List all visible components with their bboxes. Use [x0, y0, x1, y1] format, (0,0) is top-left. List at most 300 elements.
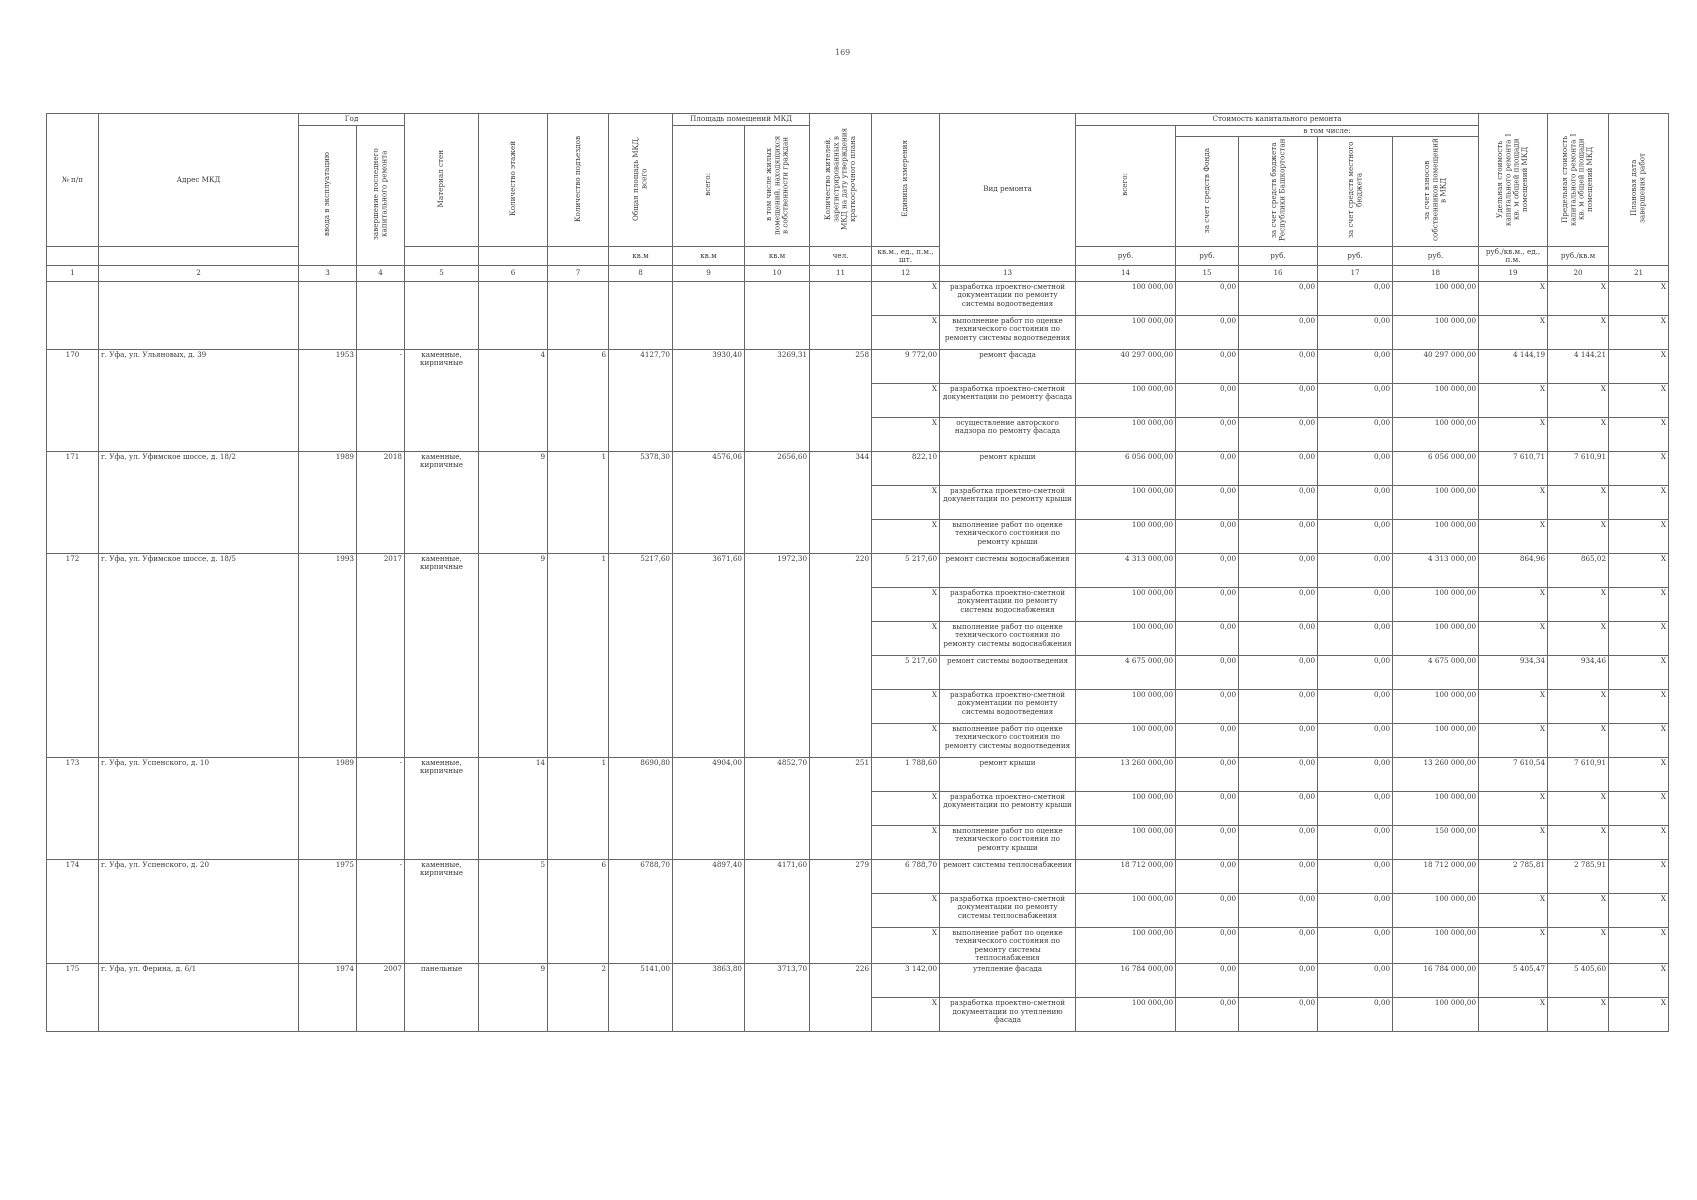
- header-cost-republic: за счет средств бюджета Республики Башкортостан: [1268, 139, 1287, 242]
- repair-type-cell: выполнение работ по оценке технического состояния по ремонту крыши: [940, 826, 1076, 860]
- specific-cost-cell: X: [1479, 894, 1548, 928]
- premises-residential-cell: 3713,70: [745, 964, 810, 1032]
- entrances-cell: 2: [548, 964, 609, 1032]
- column-number-row: [47, 266, 1669, 282]
- repair-type-cell: выполнение работ по оценке технического состояния по ремонту крыши: [940, 520, 1076, 554]
- cost-owners-cell: 100 000,00: [1393, 724, 1479, 758]
- cost-owners-cell: 100 000,00: [1393, 928, 1479, 964]
- residents-cell: 258: [810, 350, 872, 452]
- limit-cost-cell: X: [1548, 282, 1609, 316]
- cost-fund-cell: 0,00: [1176, 588, 1239, 622]
- entrances-cell: [548, 282, 609, 350]
- unit-cell: X: [872, 520, 940, 554]
- cost-owners-cell: 100 000,00: [1393, 486, 1479, 520]
- repair-type-cell: осуществление авторского надзора по ремонту фасада: [940, 418, 1076, 452]
- repair-type-cell: выполнение работ по оценке технического состояния по ремонту системы водоотведения: [940, 316, 1076, 350]
- wall-material-cell: панельные: [405, 964, 479, 1032]
- premises-total-cell: 3863,80: [673, 964, 745, 1032]
- cost-republic-cell: 0,00: [1239, 758, 1318, 792]
- column-number: 17: [1318, 266, 1393, 282]
- unit-cell: 5 217,60: [872, 554, 940, 588]
- floors-cell: 9: [479, 452, 548, 554]
- table-row: [47, 964, 1669, 998]
- wall-material-cell: каменные, кирпичные: [405, 860, 479, 964]
- cost-local-cell: 0,00: [1318, 486, 1393, 520]
- cost-republic-cell: 0,00: [1239, 998, 1318, 1032]
- table-row: [47, 860, 1669, 894]
- header-year-group: Год: [299, 114, 405, 126]
- cost-republic-cell: 0,00: [1239, 554, 1318, 588]
- column-number: 6: [479, 266, 548, 282]
- unit-cell: 5 217,60: [872, 656, 940, 690]
- year-last-repair-cell: -: [357, 758, 405, 860]
- table-header: [47, 114, 1669, 266]
- cost-owners-cell: 18 712 000,00: [1393, 860, 1479, 894]
- cost-total-cell: 100 000,00: [1076, 690, 1176, 724]
- unit-cell: X: [872, 998, 940, 1032]
- unit-cell: X: [872, 418, 940, 452]
- planned-date-cell: X: [1609, 998, 1669, 1032]
- residents-cell: 220: [810, 554, 872, 758]
- header-cost-group: Стоимость капитального ремонта: [1076, 114, 1479, 126]
- limit-cost-cell: X: [1548, 384, 1609, 418]
- wall-material-cell: каменные, кирпичные: [405, 350, 479, 452]
- cost-fund-cell: 0,00: [1176, 998, 1239, 1032]
- column-number: 15: [1176, 266, 1239, 282]
- cost-owners-cell: 100 000,00: [1393, 520, 1479, 554]
- premises-total-cell: 3671,60: [673, 554, 745, 758]
- year-commissioning-cell: 1993: [299, 554, 357, 758]
- cost-owners-cell: 150 000,00: [1393, 826, 1479, 860]
- cost-republic-cell: 0,00: [1239, 860, 1318, 894]
- cost-total-cell: 4 313 000,00: [1076, 554, 1176, 588]
- floors-cell: 5: [479, 860, 548, 964]
- wall-material-cell: каменные, кирпичные: [405, 554, 479, 758]
- residents-cell: 226: [810, 964, 872, 1032]
- premises-residential-cell: 3269,31: [745, 350, 810, 452]
- table-row: [47, 758, 1669, 792]
- cost-total-cell: 100 000,00: [1076, 316, 1176, 350]
- unit-cell: X: [872, 792, 940, 826]
- year-commissioning-cell: 1989: [299, 452, 357, 554]
- specific-cost-cell: 5 405,47: [1479, 964, 1548, 998]
- unit-cost-owners: руб.: [1393, 246, 1479, 266]
- unit-area: кв.м: [609, 246, 673, 266]
- row-number: 175: [47, 964, 99, 1032]
- cost-local-cell: 0,00: [1318, 282, 1393, 316]
- cost-total-cell: 100 000,00: [1076, 588, 1176, 622]
- cost-fund-cell: 0,00: [1176, 418, 1239, 452]
- column-number: 20: [1548, 266, 1609, 282]
- year-commissioning-cell: 1953: [299, 350, 357, 452]
- cost-local-cell: 0,00: [1318, 316, 1393, 350]
- repair-type-cell: разработка проектно-сметной документации по ремонту системы теплоснабжения: [940, 894, 1076, 928]
- unit-persons: чел.: [810, 246, 872, 266]
- floors-cell: 9: [479, 964, 548, 1032]
- limit-cost-cell: X: [1548, 588, 1609, 622]
- unit-cell: X: [872, 486, 940, 520]
- entrances-cell: 6: [548, 860, 609, 964]
- cost-local-cell: 0,00: [1318, 860, 1393, 894]
- cost-republic-cell: 0,00: [1239, 350, 1318, 384]
- column-number: 2: [99, 266, 299, 282]
- specific-cost-cell: X: [1479, 282, 1548, 316]
- planned-date-cell: X: [1609, 860, 1669, 894]
- address-cell: г. Уфа, ул. Успенского, д. 10: [99, 758, 299, 860]
- cost-local-cell: 0,00: [1318, 622, 1393, 656]
- planned-date-cell: X: [1609, 724, 1669, 758]
- cost-fund-cell: 0,00: [1176, 452, 1239, 486]
- limit-cost-cell: X: [1548, 724, 1609, 758]
- cost-local-cell: 0,00: [1318, 656, 1393, 690]
- residents-cell: 344: [810, 452, 872, 554]
- planned-date-cell: X: [1609, 792, 1669, 826]
- cost-total-cell: 100 000,00: [1076, 384, 1176, 418]
- floors-cell: 14: [479, 758, 548, 860]
- limit-cost-cell: X: [1548, 826, 1609, 860]
- cost-republic-cell: 0,00: [1239, 588, 1318, 622]
- header-cost-fund: за счет средств Фонда: [1201, 147, 1211, 233]
- cost-republic-cell: 0,00: [1239, 690, 1318, 724]
- cost-local-cell: 0,00: [1318, 384, 1393, 418]
- unit-cell: 9 772,00: [872, 350, 940, 384]
- premises-total-cell: 4897,40: [673, 860, 745, 964]
- limit-cost-cell: X: [1548, 792, 1609, 826]
- column-number: 11: [810, 266, 872, 282]
- cost-total-cell: 18 712 000,00: [1076, 860, 1176, 894]
- cost-local-cell: 0,00: [1318, 928, 1393, 964]
- cost-total-cell: 100 000,00: [1076, 282, 1176, 316]
- column-number: 19: [1479, 266, 1548, 282]
- row-number: 170: [47, 350, 99, 452]
- cost-total-cell: 100 000,00: [1076, 792, 1176, 826]
- row-number: 174: [47, 860, 99, 964]
- specific-cost-cell: X: [1479, 418, 1548, 452]
- cost-fund-cell: 0,00: [1176, 826, 1239, 860]
- year-last-repair-cell: 2018: [357, 452, 405, 554]
- cost-republic-cell: 0,00: [1239, 520, 1318, 554]
- cost-local-cell: 0,00: [1318, 998, 1393, 1032]
- cost-total-cell: 6 056 000,00: [1076, 452, 1176, 486]
- repair-type-cell: ремонт крыши: [940, 758, 1076, 792]
- specific-cost-cell: X: [1479, 826, 1548, 860]
- unit-cell: 6 788,70: [872, 860, 940, 894]
- cost-republic-cell: 0,00: [1239, 964, 1318, 998]
- premises-residential-cell: 2656,60: [745, 452, 810, 554]
- planned-date-cell: X: [1609, 622, 1669, 656]
- planned-date-cell: X: [1609, 520, 1669, 554]
- specific-cost-cell: 4 144,19: [1479, 350, 1548, 384]
- column-number: 7: [548, 266, 609, 282]
- premises-residential-cell: 1972,30: [745, 554, 810, 758]
- cost-local-cell: 0,00: [1318, 690, 1393, 724]
- total-area-cell: [609, 282, 673, 350]
- cost-fund-cell: 0,00: [1176, 724, 1239, 758]
- cost-owners-cell: 100 000,00: [1393, 418, 1479, 452]
- row-number: 172: [47, 554, 99, 758]
- cost-total-cell: 100 000,00: [1076, 622, 1176, 656]
- cost-total-cell: 100 000,00: [1076, 894, 1176, 928]
- unit-cost-total: руб.: [1076, 246, 1176, 266]
- header-incl: в том числе:: [1176, 126, 1479, 137]
- cost-fund-cell: 0,00: [1176, 282, 1239, 316]
- cost-republic-cell: 0,00: [1239, 384, 1318, 418]
- unit-cell: X: [872, 622, 940, 656]
- cost-republic-cell: 0,00: [1239, 486, 1318, 520]
- repair-type-cell: ремонт системы теплоснабжения: [940, 860, 1076, 894]
- table-row: [47, 554, 1669, 588]
- specific-cost-cell: X: [1479, 588, 1548, 622]
- repair-type-cell: ремонт фасада: [940, 350, 1076, 384]
- repair-type-cell: разработка проектно-сметной документации по ремонту крыши: [940, 792, 1076, 826]
- planned-date-cell: X: [1609, 690, 1669, 724]
- column-number: 8: [609, 266, 673, 282]
- total-area-cell: 5378,30: [609, 452, 673, 554]
- cost-owners-cell: 6 056 000,00: [1393, 452, 1479, 486]
- residents-cell: 279: [810, 860, 872, 964]
- cost-local-cell: 0,00: [1318, 826, 1393, 860]
- cost-total-cell: 40 297 000,00: [1076, 350, 1176, 384]
- cost-fund-cell: 0,00: [1176, 894, 1239, 928]
- cost-owners-cell: 100 000,00: [1393, 588, 1479, 622]
- cost-owners-cell: 100 000,00: [1393, 282, 1479, 316]
- planned-date-cell: X: [1609, 656, 1669, 690]
- planned-date-cell: X: [1609, 384, 1669, 418]
- cost-total-cell: 100 000,00: [1076, 724, 1176, 758]
- header-repair-type: Вид ремонта: [940, 114, 1076, 266]
- header-total-area: Общая площадь МКД, всего: [631, 136, 649, 221]
- repair-type-cell: разработка проектно-сметной документации по ремонту системы водоотведения: [940, 690, 1076, 724]
- repair-type-cell: выполнение работ по оценке технического состояния по ремонту системы водоотведения: [940, 724, 1076, 758]
- repair-type-cell: ремонт системы водоснабжения: [940, 554, 1076, 588]
- cost-local-cell: 0,00: [1318, 792, 1393, 826]
- cost-owners-cell: 100 000,00: [1393, 384, 1479, 418]
- unit-premises-total: кв.м: [673, 246, 745, 266]
- repair-type-cell: ремонт системы водоотведения: [940, 656, 1076, 690]
- unit-blank: [479, 246, 548, 266]
- planned-date-cell: X: [1609, 758, 1669, 792]
- limit-cost-cell: 7 610,91: [1548, 452, 1609, 486]
- residents-cell: [810, 282, 872, 350]
- unit-cell: 1 788,60: [872, 758, 940, 792]
- cost-local-cell: 0,00: [1318, 758, 1393, 792]
- specific-cost-cell: X: [1479, 622, 1548, 656]
- unit-measure: кв.м., ед., п.м., шт.: [872, 246, 940, 266]
- cost-republic-cell: 0,00: [1239, 656, 1318, 690]
- cost-fund-cell: 0,00: [1176, 860, 1239, 894]
- cost-fund-cell: 0,00: [1176, 964, 1239, 998]
- cost-local-cell: 0,00: [1318, 554, 1393, 588]
- header-cost-owners: за счет взносов собственников помещений в МКД: [1422, 138, 1448, 242]
- unit-cell: 3 142,00: [872, 964, 940, 998]
- year-last-repair-cell: -: [357, 350, 405, 452]
- cost-republic-cell: 0,00: [1239, 724, 1318, 758]
- cost-owners-cell: 100 000,00: [1393, 792, 1479, 826]
- header-address: Адрес МКД: [99, 114, 299, 247]
- repair-plan-table: [46, 113, 1669, 1032]
- year-commissioning-cell: 1989: [299, 758, 357, 860]
- cost-total-cell: 13 260 000,00: [1076, 758, 1176, 792]
- planned-date-cell: X: [1609, 894, 1669, 928]
- premises-total-cell: 4576,06: [673, 452, 745, 554]
- repair-type-cell: выполнение работ по оценке технического состояния по ремонту системы теплоснабжения: [940, 928, 1076, 964]
- cost-owners-cell: 16 784 000,00: [1393, 964, 1479, 998]
- table-body: [47, 282, 1669, 1032]
- cost-total-cell: 4 675 000,00: [1076, 656, 1176, 690]
- specific-cost-cell: 2 785,81: [1479, 860, 1548, 894]
- header-wall-material: Материал стен: [436, 149, 446, 208]
- premises-total-cell: 3930,40: [673, 350, 745, 452]
- table-row: [47, 452, 1669, 486]
- cost-local-cell: 0,00: [1318, 350, 1393, 384]
- floors-cell: 9: [479, 554, 548, 758]
- specific-cost-cell: X: [1479, 724, 1548, 758]
- cost-owners-cell: 100 000,00: [1393, 690, 1479, 724]
- cost-fund-cell: 0,00: [1176, 656, 1239, 690]
- address-cell: [99, 282, 299, 350]
- limit-cost-cell: X: [1548, 690, 1609, 724]
- column-number: 10: [745, 266, 810, 282]
- column-number: 4: [357, 266, 405, 282]
- column-number: 3: [299, 266, 357, 282]
- repair-type-cell: разработка проектно-сметной документации по ремонту фасада: [940, 384, 1076, 418]
- column-number: 18: [1393, 266, 1479, 282]
- limit-cost-cell: X: [1548, 928, 1609, 964]
- address-cell: г. Уфа, ул. Уфимское шоссе, д. 18/2: [99, 452, 299, 554]
- cost-local-cell: 0,00: [1318, 964, 1393, 998]
- unit-blank: [47, 246, 99, 266]
- limit-cost-cell: 865,02: [1548, 554, 1609, 588]
- unit-cell: X: [872, 384, 940, 418]
- specific-cost-cell: X: [1479, 384, 1548, 418]
- wall-material-cell: каменные, кирпичные: [405, 758, 479, 860]
- unit-cell: X: [872, 928, 940, 964]
- unit-cell: X: [872, 588, 940, 622]
- address-cell: г. Уфа, ул. Ферина, д. 6/1: [99, 964, 299, 1032]
- year-commissioning-cell: 1975: [299, 860, 357, 964]
- header-floors: Количество этажей: [507, 141, 517, 217]
- repair-type-cell: ремонт крыши: [940, 452, 1076, 486]
- entrances-cell: 1: [548, 452, 609, 554]
- cost-owners-cell: 100 000,00: [1393, 894, 1479, 928]
- repair-type-cell: разработка проектно-сметной документации по ремонту системы водоотведения: [940, 282, 1076, 316]
- cost-owners-cell: 100 000,00: [1393, 622, 1479, 656]
- row-number: 171: [47, 452, 99, 554]
- unit-cost-republic: руб.: [1239, 246, 1318, 266]
- cost-total-cell: 100 000,00: [1076, 826, 1176, 860]
- unit-cell: X: [872, 282, 940, 316]
- cost-owners-cell: 100 000,00: [1393, 998, 1479, 1032]
- cost-republic-cell: 0,00: [1239, 894, 1318, 928]
- floors-cell: 4: [479, 350, 548, 452]
- repair-type-cell: выполнение работ по оценке технического состояния по ремонту системы водоснабжения: [940, 622, 1076, 656]
- specific-cost-cell: 7 610,71: [1479, 452, 1548, 486]
- cost-total-cell: 100 000,00: [1076, 418, 1176, 452]
- cost-republic-cell: 0,00: [1239, 792, 1318, 826]
- column-number: 16: [1239, 266, 1318, 282]
- row-number: [47, 282, 99, 350]
- repair-type-cell: разработка проектно-сметной документации по ремонту крыши: [940, 486, 1076, 520]
- limit-cost-cell: X: [1548, 894, 1609, 928]
- limit-cost-cell: X: [1548, 520, 1609, 554]
- cost-owners-cell: 13 260 000,00: [1393, 758, 1479, 792]
- unit-cell: X: [872, 826, 940, 860]
- total-area-cell: 4127,70: [609, 350, 673, 452]
- wall-material-cell: каменные, кирпичные: [405, 452, 479, 554]
- cost-fund-cell: 0,00: [1176, 316, 1239, 350]
- planned-date-cell: X: [1609, 486, 1669, 520]
- planned-date-cell: X: [1609, 350, 1669, 384]
- column-number: 9: [673, 266, 745, 282]
- cost-total-cell: 100 000,00: [1076, 998, 1176, 1032]
- limit-cost-cell: X: [1548, 316, 1609, 350]
- residents-cell: 251: [810, 758, 872, 860]
- premises-total-cell: [673, 282, 745, 350]
- premises-residential-cell: 4852,70: [745, 758, 810, 860]
- header-unit: Единица измерения: [900, 140, 910, 218]
- cost-owners-cell: 100 000,00: [1393, 316, 1479, 350]
- unit-blank: [99, 246, 299, 266]
- cost-fund-cell: 0,00: [1176, 622, 1239, 656]
- planned-date-cell: X: [1609, 588, 1669, 622]
- header-residents: Количество жителей, зарегистрированных в МКД на дату утверждения краткосрочного плана: [822, 127, 857, 230]
- cost-fund-cell: 0,00: [1176, 928, 1239, 964]
- total-area-cell: 6788,70: [609, 860, 673, 964]
- repair-type-cell: утепление фасада: [940, 964, 1076, 998]
- cost-republic-cell: 0,00: [1239, 452, 1318, 486]
- entrances-cell: 6: [548, 350, 609, 452]
- cost-local-cell: 0,00: [1318, 520, 1393, 554]
- year-last-repair-cell: 2017: [357, 554, 405, 758]
- entrances-cell: 1: [548, 758, 609, 860]
- year-commissioning-cell: [299, 282, 357, 350]
- specific-cost-cell: X: [1479, 998, 1548, 1032]
- planned-date-cell: X: [1609, 452, 1669, 486]
- cost-fund-cell: 0,00: [1176, 520, 1239, 554]
- header-specific-cost: Удельная стоимость капитального ремонта 1 кв. м общей площади помещений МКД: [1495, 132, 1530, 226]
- cost-fund-cell: 0,00: [1176, 384, 1239, 418]
- table-row: [47, 282, 1669, 316]
- column-number: 21: [1609, 266, 1669, 282]
- cost-republic-cell: 0,00: [1239, 316, 1318, 350]
- cost-total-cell: 100 000,00: [1076, 520, 1176, 554]
- premises-total-cell: 4904,00: [673, 758, 745, 860]
- cost-owners-cell: 4 675 000,00: [1393, 656, 1479, 690]
- limit-cost-cell: 4 144,21: [1548, 350, 1609, 384]
- table-row: [47, 350, 1669, 384]
- cost-republic-cell: 0,00: [1239, 622, 1318, 656]
- header-entrances: Количество подъездов: [572, 135, 582, 222]
- unit-specific-cost: руб./кв.м., ед., п.м.: [1479, 246, 1548, 266]
- column-number: 13: [940, 266, 1076, 282]
- column-number: 14: [1076, 266, 1176, 282]
- cost-local-cell: 0,00: [1318, 452, 1393, 486]
- row-number: 173: [47, 758, 99, 860]
- wall-material-cell: [405, 282, 479, 350]
- header-premises-residential: в том числе жилых помещений, находящихся в собственности граждан: [763, 134, 790, 235]
- specific-cost-cell: 7 610,54: [1479, 758, 1548, 792]
- total-area-cell: 5141,00: [609, 964, 673, 1032]
- planned-date-cell: X: [1609, 964, 1669, 998]
- cost-owners-cell: 4 313 000,00: [1393, 554, 1479, 588]
- planned-date-cell: X: [1609, 316, 1669, 350]
- cost-local-cell: 0,00: [1318, 894, 1393, 928]
- header-premises-group: Площадь помещений МКД: [673, 114, 810, 126]
- entrances-cell: 1: [548, 554, 609, 758]
- unit-cell: 822,10: [872, 452, 940, 486]
- premises-residential-cell: [745, 282, 810, 350]
- repair-type-cell: разработка проектно-сметной документации по ремонту системы водоснабжения: [940, 588, 1076, 622]
